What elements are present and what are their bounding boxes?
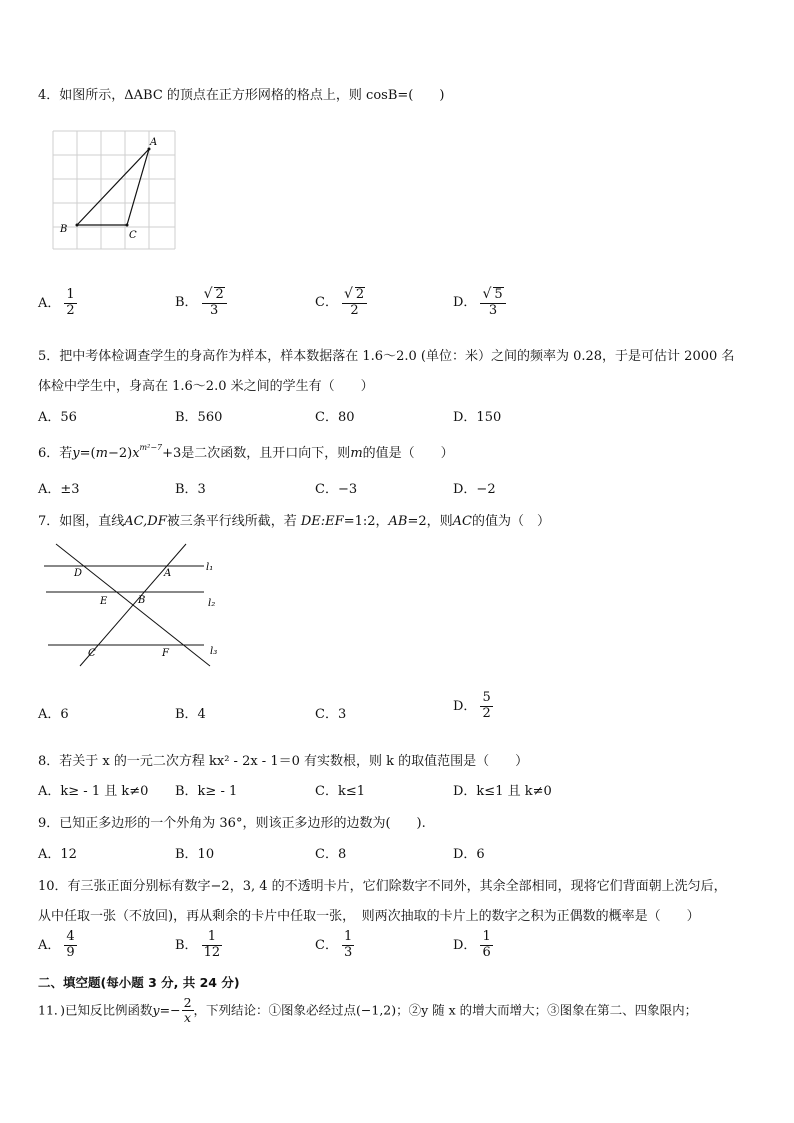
- q7-option-b[interactable]: B．4: [175, 707, 206, 722]
- q4-option-c[interactable]: C． $\frac{√ 2}{2}$: [315, 286, 367, 319]
- question-7-text: 7．如图，直线AC,DF被三条平行线所截，若 DE:EF=1:2，AB=2，则AC的值为（ ）: [38, 514, 550, 529]
- question-11-text: 11．)已知反比例函数y=− $\frac{2}{x}$ ，下列结论：①图象必经过点(−1,2)；②y 随 x 的增大而增大；③图象在第二、四象限内；: [38, 995, 698, 1026]
- point-label-a: A: [164, 568, 172, 579]
- q8-option-c[interactable]: C．k≤1: [315, 784, 365, 799]
- q8-option-d[interactable]: D．k≤1 且 k≠0: [453, 784, 552, 799]
- q5-option-c[interactable]: C．80: [315, 410, 355, 425]
- line-label-l3: l₃: [210, 646, 218, 657]
- q4-option-b[interactable]: B． $\frac{√ 2}{3}$: [175, 286, 227, 319]
- point-label-b: B: [138, 595, 146, 606]
- question-8-text: 8．若关于 x 的一元二次方程 kx² - 2x - 1＝0 有实数根，则 k 的取值范围是（ ）: [38, 754, 529, 769]
- point-label-c: C: [88, 648, 96, 659]
- line-label-l1: l₁: [206, 562, 214, 573]
- question-5-line2: 体检中学生中，身高在 1.6～2.0 米之间的学生有（ ）: [38, 379, 374, 394]
- vertex-label-a: A: [150, 137, 158, 148]
- q9-option-b[interactable]: B．10: [175, 847, 215, 862]
- question-10-line1: 10．有三张正面分别标有数字−2，3, 4 的不透明卡片，它们除数字不同外，其余全部相同，现将它们背面朝上洗匀后，: [38, 879, 727, 894]
- point-label-d: D: [74, 568, 83, 579]
- q5-option-a[interactable]: A．56: [38, 410, 77, 425]
- section-heading-fill-in: 二、填空题(每小题 3 分, 共 24 分): [38, 975, 240, 990]
- q10-option-c[interactable]: C． $\frac{1}{3}$: [315, 929, 353, 960]
- q10-option-d[interactable]: D． $\frac{1}{6}$: [453, 929, 491, 960]
- q9-option-c[interactable]: C．8: [315, 847, 347, 862]
- q7-option-c[interactable]: C．3: [315, 707, 347, 722]
- line-label-l2: l₂: [208, 598, 216, 609]
- q10-option-b[interactable]: B． $\frac{1}{12}$: [175, 929, 221, 960]
- question-6-text: 6．若$y=(m-2)x^{m^2-7}+3$是二次函数，且开口向下，则m的值是（ ）: [38, 443, 454, 461]
- question-10-line2: 从中任取一张（不放回)，再从剩余的卡片中任取一张， 则两次抽取的卡片上的数字之积为正偶数的概率是（ ）: [38, 909, 700, 924]
- q5-option-d[interactable]: D．150: [453, 410, 502, 425]
- question-5-line1: 5．把中考体检调查学生的身高作为样本，样本数据落在 1.6～2.0 (单位：米）之间的频率为 0.28，于是可估计 2000 名: [38, 349, 735, 364]
- point-label-f: F: [162, 648, 169, 659]
- grid-triangle-figure: [50, 128, 180, 253]
- q4-option-a[interactable]: A． $\frac{1}{2}$: [38, 287, 75, 318]
- q4-option-d[interactable]: D． $\frac{√ 5}{3}$: [453, 286, 506, 319]
- vertex-label-c: C: [129, 230, 137, 241]
- parallel-lines-figure: [36, 540, 226, 670]
- q7-option-a[interactable]: A．6: [38, 707, 69, 722]
- vertex-label-b: B: [60, 224, 68, 235]
- point-label-e: E: [100, 596, 108, 607]
- q6-option-c[interactable]: C．−3: [315, 482, 358, 497]
- q9-option-d[interactable]: D．6: [453, 847, 485, 862]
- q10-option-a[interactable]: A． $\frac{4}{9}$: [38, 929, 75, 960]
- q6-option-b[interactable]: B．3: [175, 482, 206, 497]
- question-9-text: 9．已知正多边形的一个外角为 36°，则该正多边形的边数为( ).: [38, 816, 426, 831]
- q8-option-a[interactable]: A．k≥ - 1 且 k≠0: [38, 784, 149, 799]
- q9-option-a[interactable]: A．12: [38, 847, 77, 862]
- q7-option-d[interactable]: D． $\frac{5}{2}$: [453, 690, 491, 721]
- q6-option-a[interactable]: A．±3: [38, 482, 80, 497]
- q8-option-b[interactable]: B．k≥ - 1: [175, 784, 238, 799]
- q6-option-d[interactable]: D．−2: [453, 482, 496, 497]
- q5-option-b[interactable]: B．560: [175, 410, 223, 425]
- question-4-text: 4．如图所示，ΔABC 的顶点在正方形网格的格点上，则 cosB=( ): [38, 88, 445, 103]
